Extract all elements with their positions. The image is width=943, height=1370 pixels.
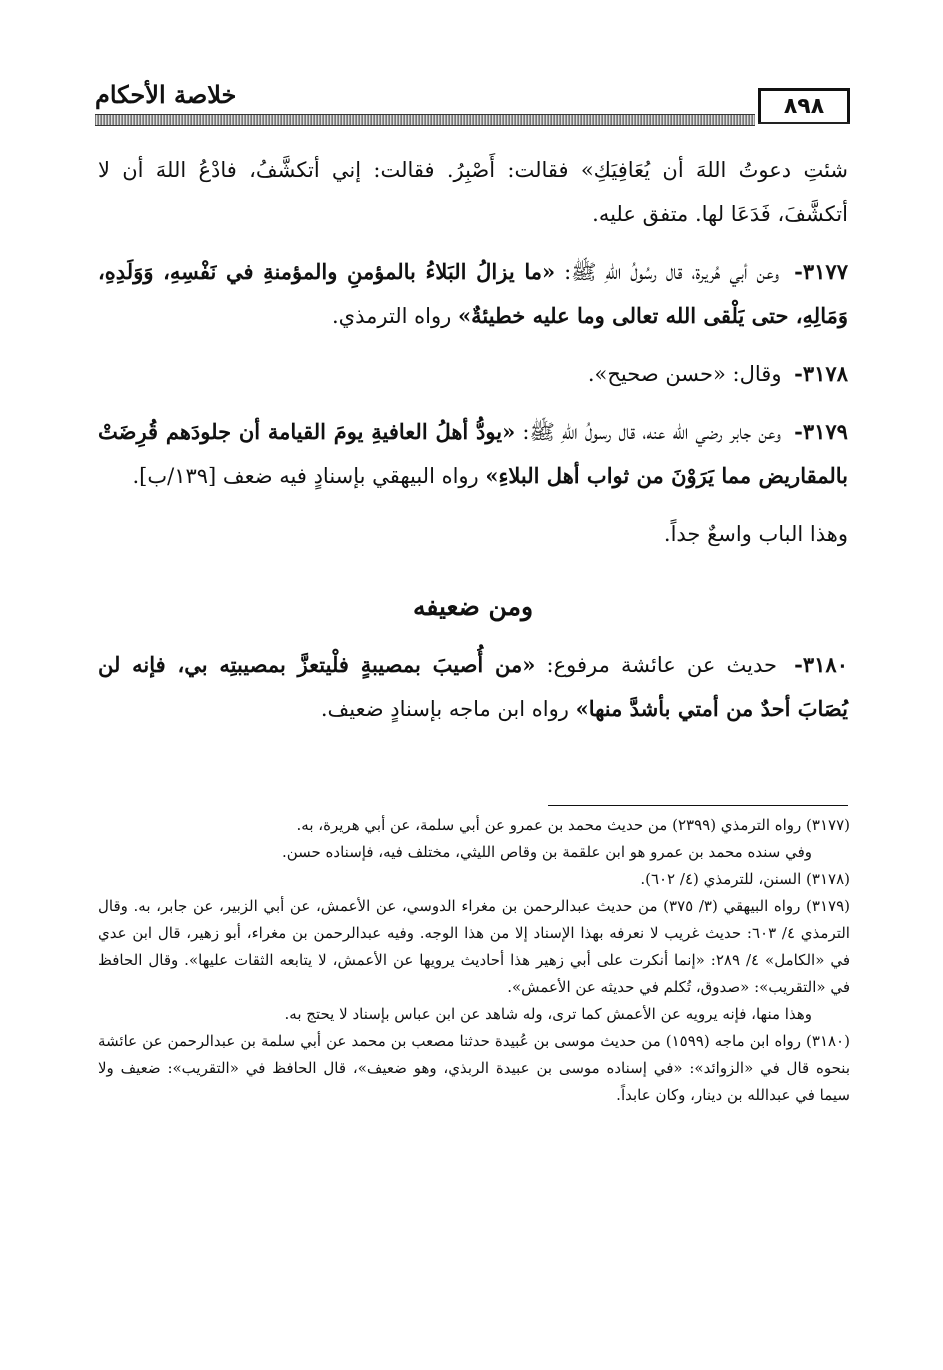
footnote-3177-continued: وفي سنده محمد بن عمرو هو ابن علقمة بن وقاص الليثي، مختلف فيه، فإسناده حسن. (281, 843, 812, 861)
hadith-source: رواه البيهقي بإسنادٍ فيه ضعف [١٣٩/ب]. (132, 464, 479, 488)
footnote-3178: (٣١٧٨) السنن، للترمذي (٤/ ٦٠٢). (640, 870, 850, 888)
closing-remark: وهذا الباب واسعٌ جداً. (663, 522, 848, 546)
hadith-number: ٣١٨٠- (794, 652, 848, 677)
hadith-number: ٣١٧٨- (794, 361, 848, 386)
hadith-intro: وعن جابر رضي الله عنه، قال رسولُ اللهِ ﷺ: (522, 420, 781, 444)
hadith-3178 (98, 352, 848, 396)
header-rule (95, 114, 755, 126)
hadith-source: رواه ابن ماجه بإسنادٍ ضعيف. (320, 697, 569, 721)
hadith-matn: «من أُصيبَ بمصيبةٍ فلْيتعزَّ بمصيبتِه بي، فإنه لن يُصَابَ أحدٌ من أمتي بأشدَّ منها» (98, 652, 848, 721)
hadith-text: وقال: «حسن صحيح». (587, 362, 782, 386)
main-text (98, 148, 848, 745)
hadith-intro: حديث عن عائشة مرفوع: (546, 653, 778, 677)
hadith-3179 (98, 410, 848, 498)
footnote-3177: (٣١٧٧) رواه الترمذي (٢٣٩٩) من حديث محمد بن عمرو عن أبي سلمة، عن أبي هريرة، به. (296, 816, 850, 834)
footnote-separator (548, 805, 848, 806)
page-header (95, 78, 850, 128)
hadith-source: رواه الترمذي. (331, 304, 452, 328)
hadith-intro: وعن أبي هُريرة، قال رسُولُ اللهِ ﷺ: (564, 260, 780, 284)
hadith-3180 (98, 643, 848, 731)
section-heading: ومن ضعيفه (412, 592, 534, 621)
footnote-3179: (٣١٧٩) رواه البيهقي (٣/ ٣٧٥) من حديث عبدالرحمن بن مغراء الدوسي، عن الأعمش، عن أبي الزبير، عن جابر، به. وقال الترمذي ٤/ ٦٠٣: حديث غريب لا نعرفه بهذا الإسناد إلا من هذا الوجه. وفيه عبدالرحمن بن مغراء، أبو زهير، قال ابن عدي في «الكامل» ٤/ ٢٨٩: «إنما أنكرت على أبي زهير هذا أحاديث يرويها عن الأعمش، لا يتابعه الثقات عليها». وقال الحافظ في «التقريب»: «صدوق، تُكلم في حديثه عن الأعمش». (98, 897, 850, 996)
book-title: خلاصة الأحكام (95, 80, 237, 109)
hadith-3177 (98, 250, 848, 338)
footnotes (98, 812, 850, 1109)
hadith-matn: «يودُّ أهلُ العافيةِ يومَ القيامة أن جلودَهم قُرِضَتْ بالمقاريض مما يَرَوْنَ من ثواب أهل البلاءِ» (98, 419, 848, 488)
hadith-number: ٣١٧٧- (794, 259, 848, 284)
footnote-3179-continued: وهذا منها، فإنه يرويه عن الأعمش كما ترى، وله شاهد عن ابن عباس بإسناد لا يحتج به. (284, 1005, 812, 1023)
hadith-number: ٣١٧٩- (794, 419, 848, 444)
hadith-matn: «ما يزالُ البَلاءُ بالمؤمنِ والمؤمنةِ في نَفْسِهِ، وَوَلَدِهِ، وَمَالِهِ، حتى يَلْقى الله تعالى وما عليه خطيئةٌ» (98, 259, 848, 328)
page-number: ٨٩٨ (758, 88, 850, 122)
paragraph-continuation: شئتِ دعوتُ اللهَ أن يُعَافِيَكِ» فقالت: أَصْبِرُ. فقالت: إني أتكشَّفُ، فادْعُ اللهَ أن لا أتكشَّفَ، فَدَعَا لها. متفق عليه. (98, 158, 848, 226)
footnote-3180: (٣١٨٠) رواه ابن ماجه (١٥٩٩) من حديث موسى بن عُبيدة حدثنا مصعب بن محمد عن أبي سلمة بن عبدالرحمن عن عائشة بنحوه قال في «الزوائد»: «في إسناده موسى بن عبيدة الربذي، وهو ضعيف»، قال الحافظ في «التقريب»: ضعيف ولا سيما في عبدالله بن دينار، وكان عابداً. (98, 1032, 850, 1104)
